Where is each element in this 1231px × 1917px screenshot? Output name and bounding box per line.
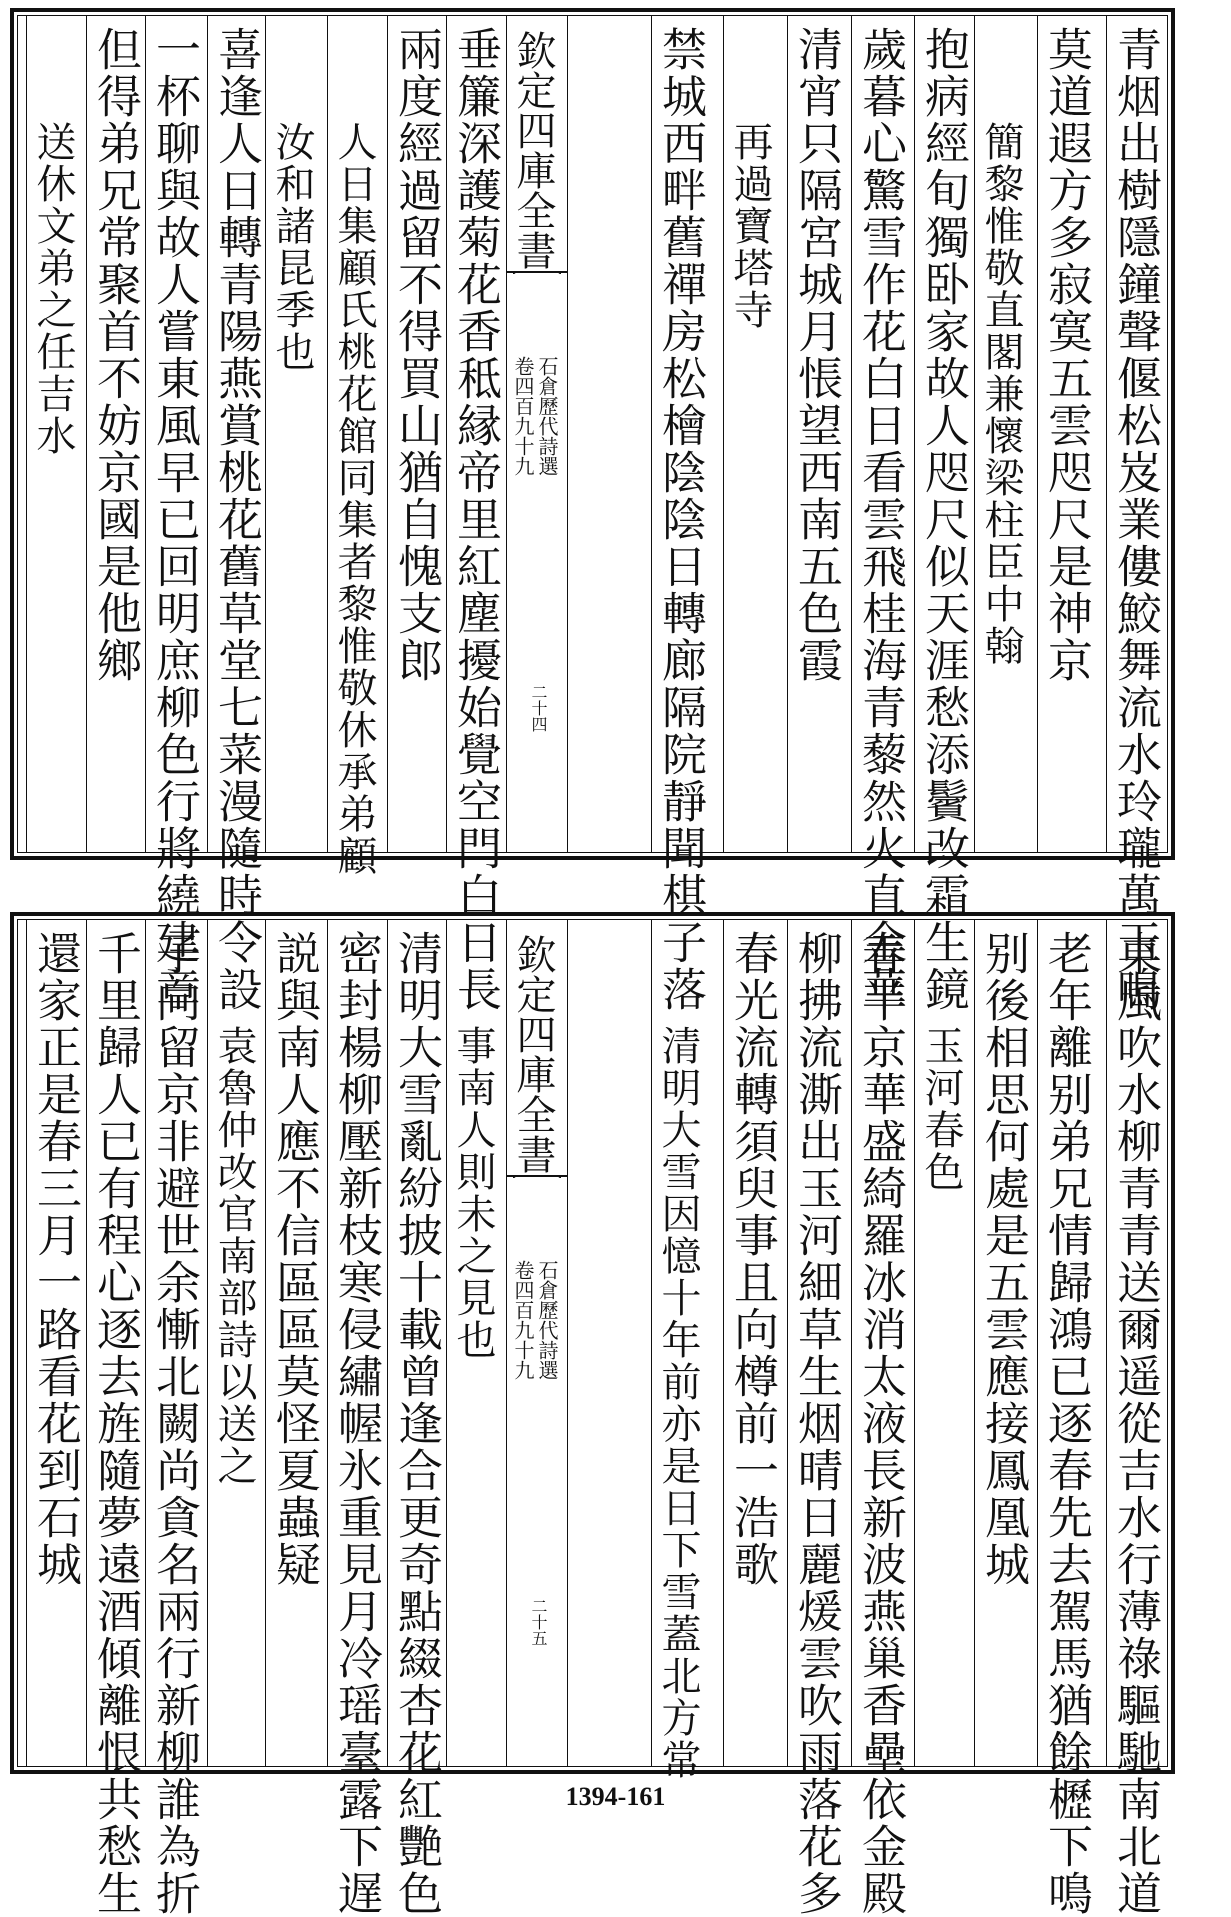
column-rule: [787, 16, 788, 852]
text-column: 清明大雪因憶十年前亦是日下雪蓋北方常: [655, 1025, 701, 1781]
text-column: 别後相思何處是五雲應接鳳凰城: [977, 930, 1030, 1588]
text-column: 事南人則未之見也: [450, 1025, 496, 1361]
page-number-footer: 1394-161: [565, 1782, 666, 1811]
column-rule: [327, 920, 328, 1766]
text-column: 密封楊柳壓新枝寒侵繡幄氷重見月冷瑶臺露下遅: [330, 930, 383, 1917]
text-column: 歲暮心驚雪作花白日看雲飛桂海青藜然火直金華: [854, 26, 907, 1013]
strip-volume: 卷四百九十九: [511, 356, 535, 476]
text-column: 禁城西畔舊禪房松檜陰陰日轉廊隔院靜聞棋子落: [654, 26, 707, 1013]
column-rule: [86, 16, 87, 852]
column-rule: [265, 920, 266, 1766]
top-page: [10, 8, 1175, 1013]
column-rule: [974, 16, 975, 852]
centre-fold-strip: [506, 920, 568, 1766]
text-column: 青烟出樹隱鐘聲偃松岌業僂鮫舞流水玲瓏萬玉鳴: [1109, 26, 1162, 1013]
column-rule: [145, 920, 146, 1766]
column-rule: [207, 16, 208, 852]
text-column: 千里歸人已有程心逐去旌隨夢遠酒傾離恨共愁生: [89, 930, 142, 1917]
text-column: 子向留京非避世余慚北闕尚貪名兩行新柳誰為折: [148, 930, 201, 1917]
fish-tail-mark: [507, 271, 567, 295]
text-column: 玉河春色: [918, 1025, 964, 1193]
column-rule: [1037, 920, 1038, 1766]
text-column: 清宵只隔宮城月悵望西南五色霞: [790, 26, 843, 684]
text-column: 春半京華盛綺羅冰消太液長新波燕巢香壘依金殿: [854, 930, 907, 1917]
strip-page-number: 二十四: [529, 684, 548, 732]
text-column: 柳拂流澌出玉河細草生烟晴日麗煖雲吹雨落花多: [790, 930, 843, 1917]
fish-tail-mark: [507, 1175, 567, 1199]
text-column: 莫道遐方多寂寞五雲咫尺是神京: [1040, 26, 1093, 684]
column-rule: [651, 920, 652, 1766]
column-rule: [914, 920, 915, 1766]
column-rule: [207, 920, 208, 1766]
strip-page-number: 二十五: [529, 1598, 548, 1646]
column-rule: [787, 920, 788, 1766]
strip-book-title: 石倉歷代詩選: [535, 1260, 559, 1380]
strip-title: 欽定四庫全書: [510, 30, 556, 270]
column-rule: [723, 920, 724, 1766]
column-rule: [26, 16, 27, 852]
strip-volume: 卷四百九十九: [511, 1260, 535, 1380]
text-column: 汝和諸昆季也: [269, 121, 315, 373]
column-rule: [446, 920, 447, 1766]
text-column: 春光流轉須臾事且向樽前一浩歌: [726, 930, 779, 1588]
text-column: 一杯聊與故人嘗東風早已回明庶柳色行將繞建章: [148, 26, 201, 1013]
column-rule: [1106, 920, 1107, 1766]
text-column: 送休文弟之任吉水: [30, 121, 76, 457]
column-rule: [387, 920, 388, 1766]
text-column: 簡黎惟敬直閣兼懷梁柱臣中翰: [978, 121, 1024, 667]
text-column: 但得弟兄常聚首不妨京國是他鄉: [89, 26, 142, 684]
text-column: 垂簾深護菊花香秪縁帝里紅塵擾始覺空門白日長: [449, 26, 502, 1013]
text-column: 兩度經過留不得買山猶自愧支郎: [390, 26, 443, 684]
text-column: 抱病經旬獨卧家故人咫尺似天涯愁添鬢改霜生鏡: [917, 26, 970, 1013]
text-column: 再過寶塔寺: [727, 121, 773, 331]
column-rule: [1037, 16, 1038, 852]
column-rule: [851, 16, 852, 852]
column-rule: [851, 920, 852, 1766]
column-rule: [86, 920, 87, 1766]
text-column: 説與南人應不信區區莫怪夏蟲疑: [268, 930, 321, 1588]
column-rule: [387, 16, 388, 852]
column-rule: [1106, 16, 1107, 852]
column-rule: [446, 16, 447, 852]
text-column: 還家正是春三月一路看花到石城: [29, 930, 82, 1588]
text-column: 喜逢人日轉青陽燕賞桃花舊草堂七菜漫隨時令設: [210, 26, 263, 1013]
column-rule: [651, 16, 652, 852]
column-rule: [723, 16, 724, 852]
strip-book-title: 石倉歷代詩選: [535, 356, 559, 476]
text-column: 袁魯仲改官南部詩以送之: [211, 1025, 257, 1487]
text-column: 老年離别弟兄情歸鴻已逐春先去駕馬猶餘櫪下鳴: [1040, 930, 1093, 1917]
column-rule: [145, 16, 146, 852]
column-rule: [327, 16, 328, 852]
text-column: 人日集顧氏桃花館同集者黎惟敬休承弟顧: [331, 121, 377, 877]
column-rule: [265, 16, 266, 852]
text-column: 清明大雪亂紛披十載曾逢合更奇點綴杏花紅艷色: [390, 930, 443, 1917]
text-column: 東風吹水柳青青送爾遥從吉水行薄祿驅馳南北道: [1109, 930, 1162, 1917]
column-rule: [26, 920, 27, 1766]
strip-title: 欽定四庫全書: [510, 934, 556, 1174]
column-rule: [914, 16, 915, 852]
centre-fold-strip: [506, 16, 568, 852]
top-page-frame: [17, 15, 1168, 1013]
column-rule: [974, 920, 975, 1766]
